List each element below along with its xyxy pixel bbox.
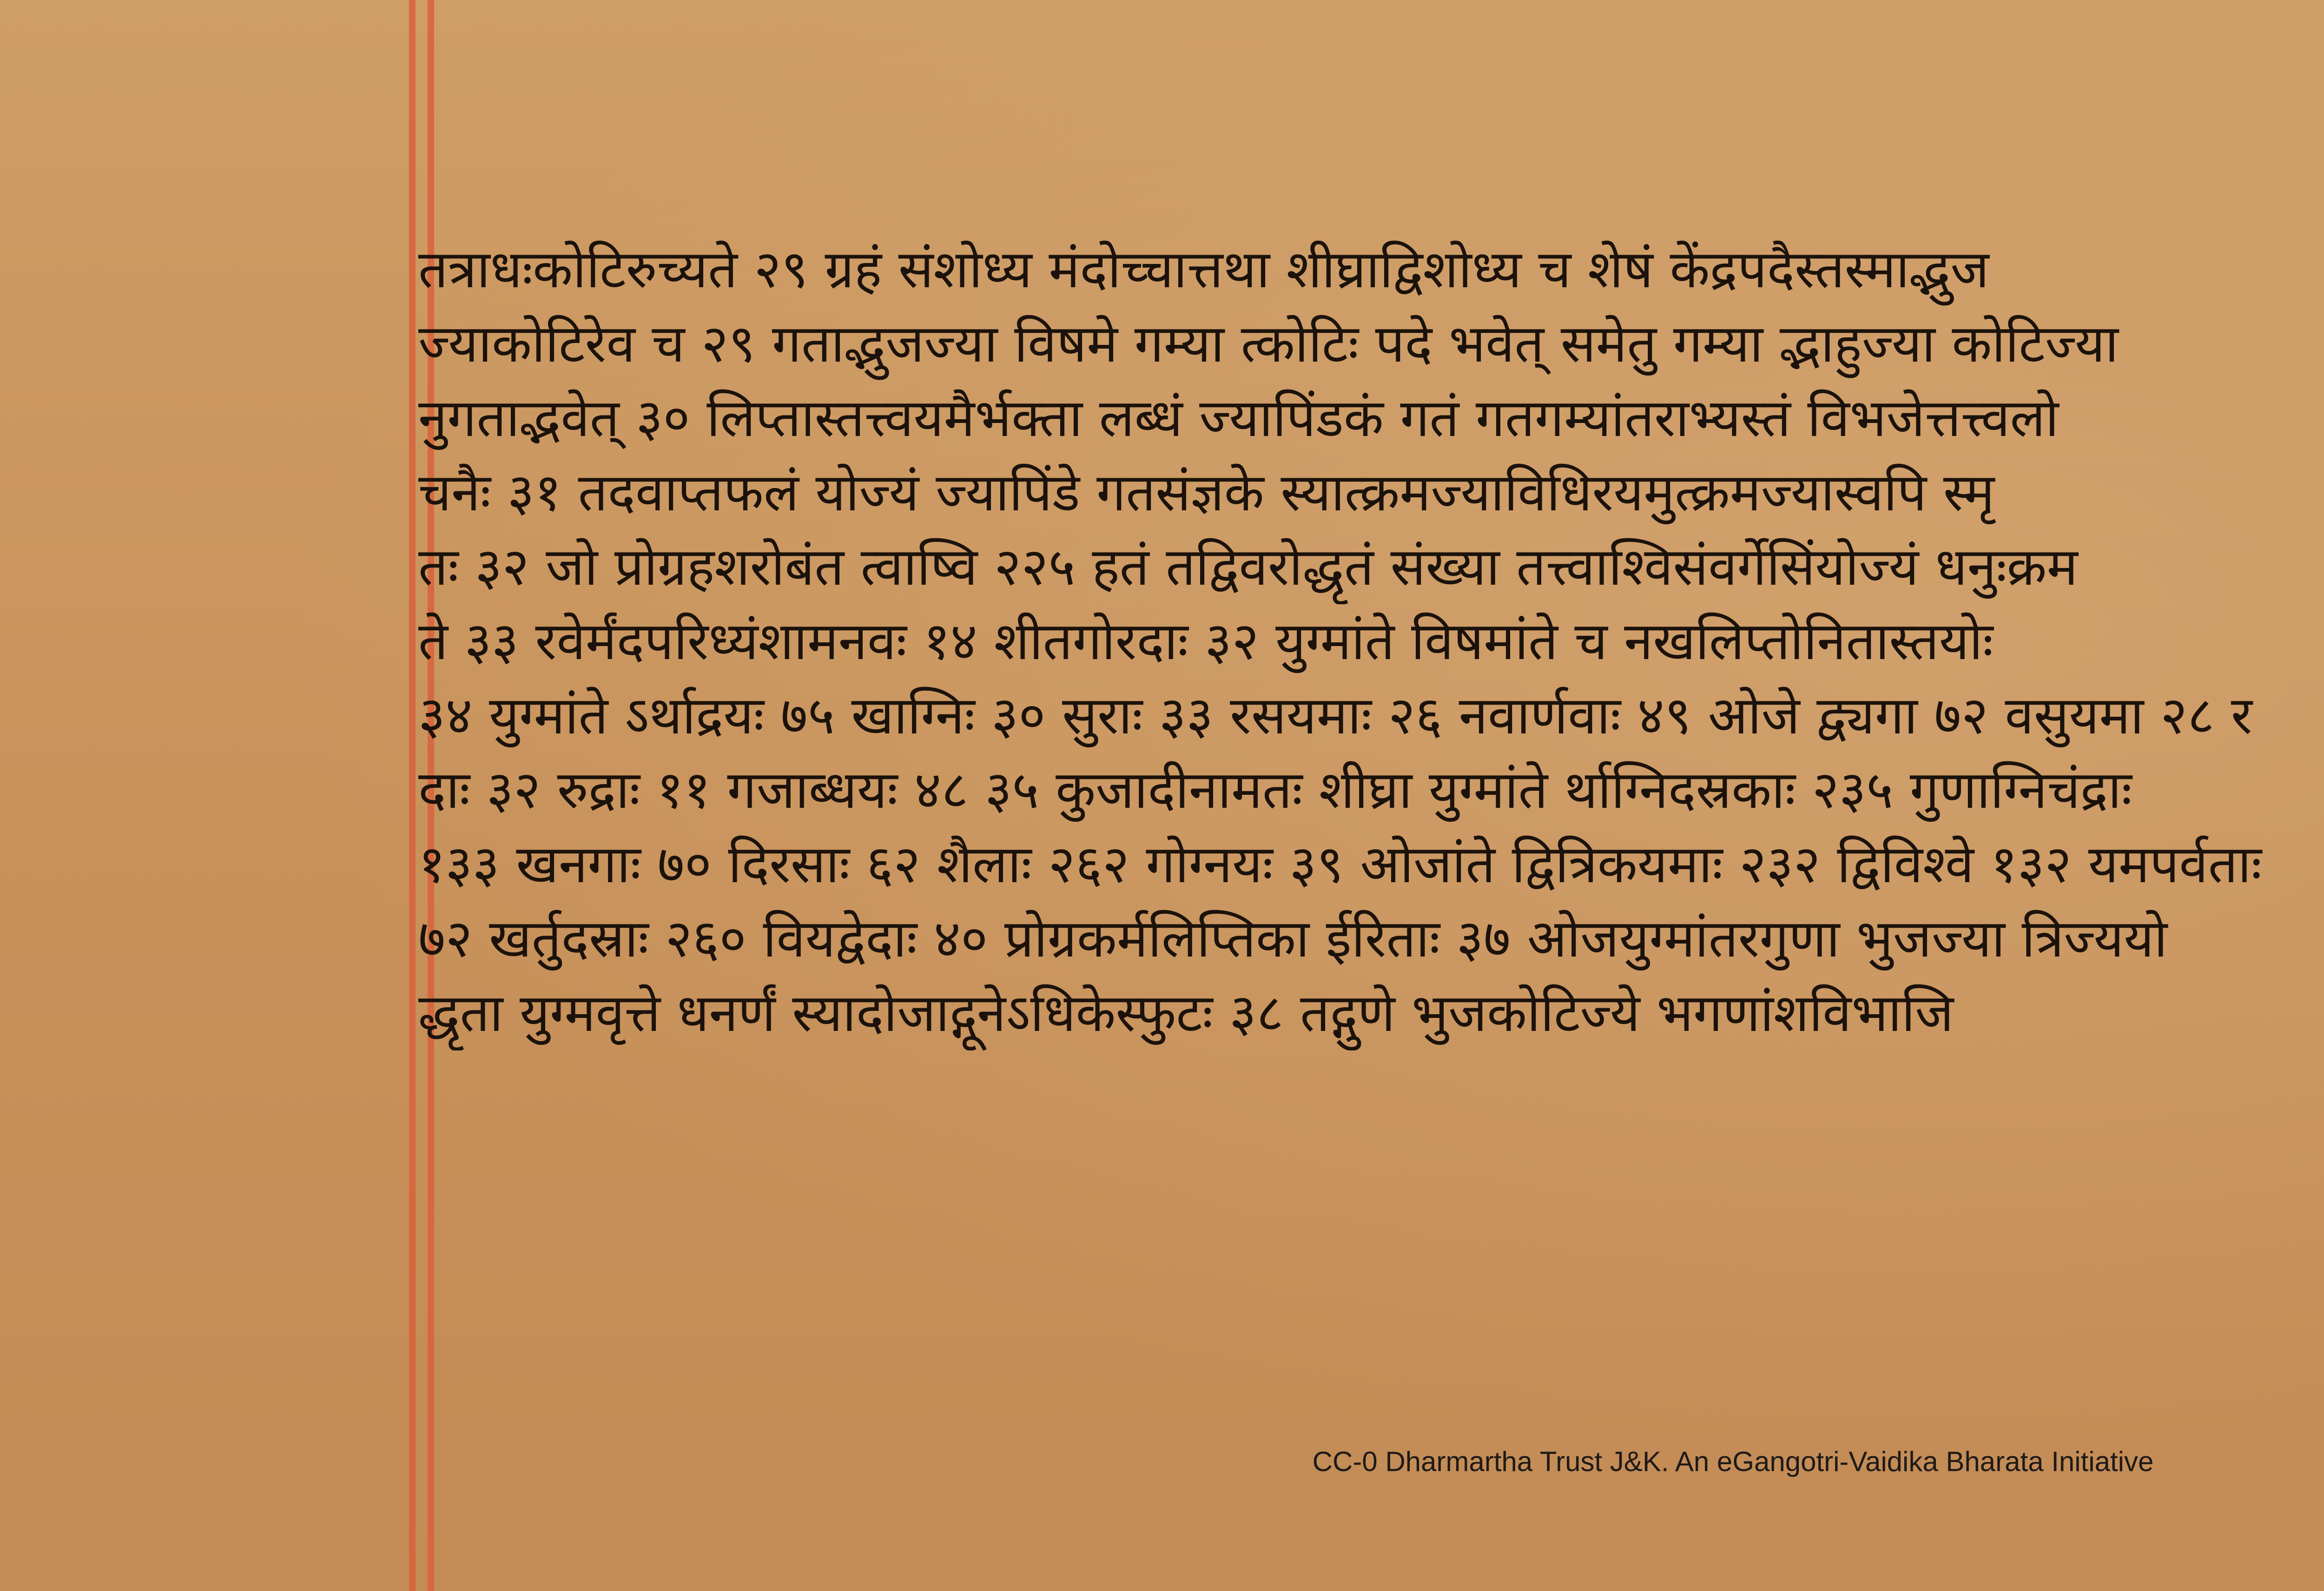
footer-caption: CC-0 Dharmartha Trust J&K. An eGangotri-Vaidika Bharata Initiative [1312, 1446, 2154, 1477]
manuscript-line: नुगताद्भवेत् ३० लिप्तास्तत्त्वयमैर्भक्ता लब्धं ज्यापिंडकं गतं गतगम्यांतराभ्यस्तं विभजेत्तत्त्वलो [418, 388, 2059, 449]
manuscript-line: १३३ खनगाः ७० दिरसाः ६२ शैलाः २६२ गोग्नयः ३९ ओजांते द्वित्रिकयमाः २३२ द्विविश्वे १३२ यमपर्वताः [418, 834, 2262, 895]
manuscript-line: ३४ युग्मांते ऽर्थाद्रयः ७५ खाग्निः ३० सुराः ३३ रसयमाः २६ नवार्णवाः ४९ ओजे द्व्यगा ७२ वसुयमा २८ र [418, 686, 2252, 746]
manuscript-line: द्धृता युग्मवृत्ते धनर्णं स्यादोजाद्गूनेऽधिकेस्फुटः ३८ तद्गुणे भुजकोटिज्ये भगणांशविभाजि [418, 983, 1954, 1043]
manuscript-text [418, 232, 2324, 1050]
manuscript-line: दाः ३२ रुद्राः ११ गजाब्धयः ४८ ३५ कुजादीनामतः शीघ्रा युग्मांते र्थाग्निदस्रकाः २३५ गुणाग्निचंद्राः [418, 760, 2132, 820]
manuscript-line: ७२ खर्तुदस्राः २६० वियद्वेदाः ४० प्रोग्रकर्मलिप्तिका ईरिताः ३७ ओजयुग्मांतरगुणा भुजज्या त्रिज्ययो [418, 909, 2168, 969]
manuscript-line: ते ३३ रवेर्मंदपरिध्यंशामनवः १४ शीतगोरदाः ३२ युग्मांते विषमांते च नखलिप्तोनितास्तयोः [418, 611, 1994, 672]
manuscript-line: चनैः ३१ तदवाप्तफलं योज्यं ज्यापिंडे गतसंज्ञके स्यात्क्रमज्याविधिरयमुत्क्रमज्यास्वपि स्मृ [418, 462, 1995, 523]
manuscript-line: तः ३२ जो प्रोग्रहशरोबंत त्वाष्वि २२५ हतं तद्विवरोद्धृतं संख्या तत्त्वाश्विसंवर्गेसिंयोज्यं धनुःक्रम [418, 537, 2078, 597]
manuscript-line: तत्राधःकोटिरुच्यते २९ ग्रहं संशोध्य मंदोच्चात्तथा शीघ्राद्विशोध्य च शेषं केंद्रपदैस्तस्माद्भुज [418, 239, 1989, 300]
manuscript-line: ज्याकोटिरेव च २९ गताद्भुजज्या विषमे गम्या त्कोटिः पदे भवेत् समेतु गम्या द्भाहुज्या कोटिज्या [418, 314, 2119, 374]
left-margin-rule [409, 0, 416, 1591]
